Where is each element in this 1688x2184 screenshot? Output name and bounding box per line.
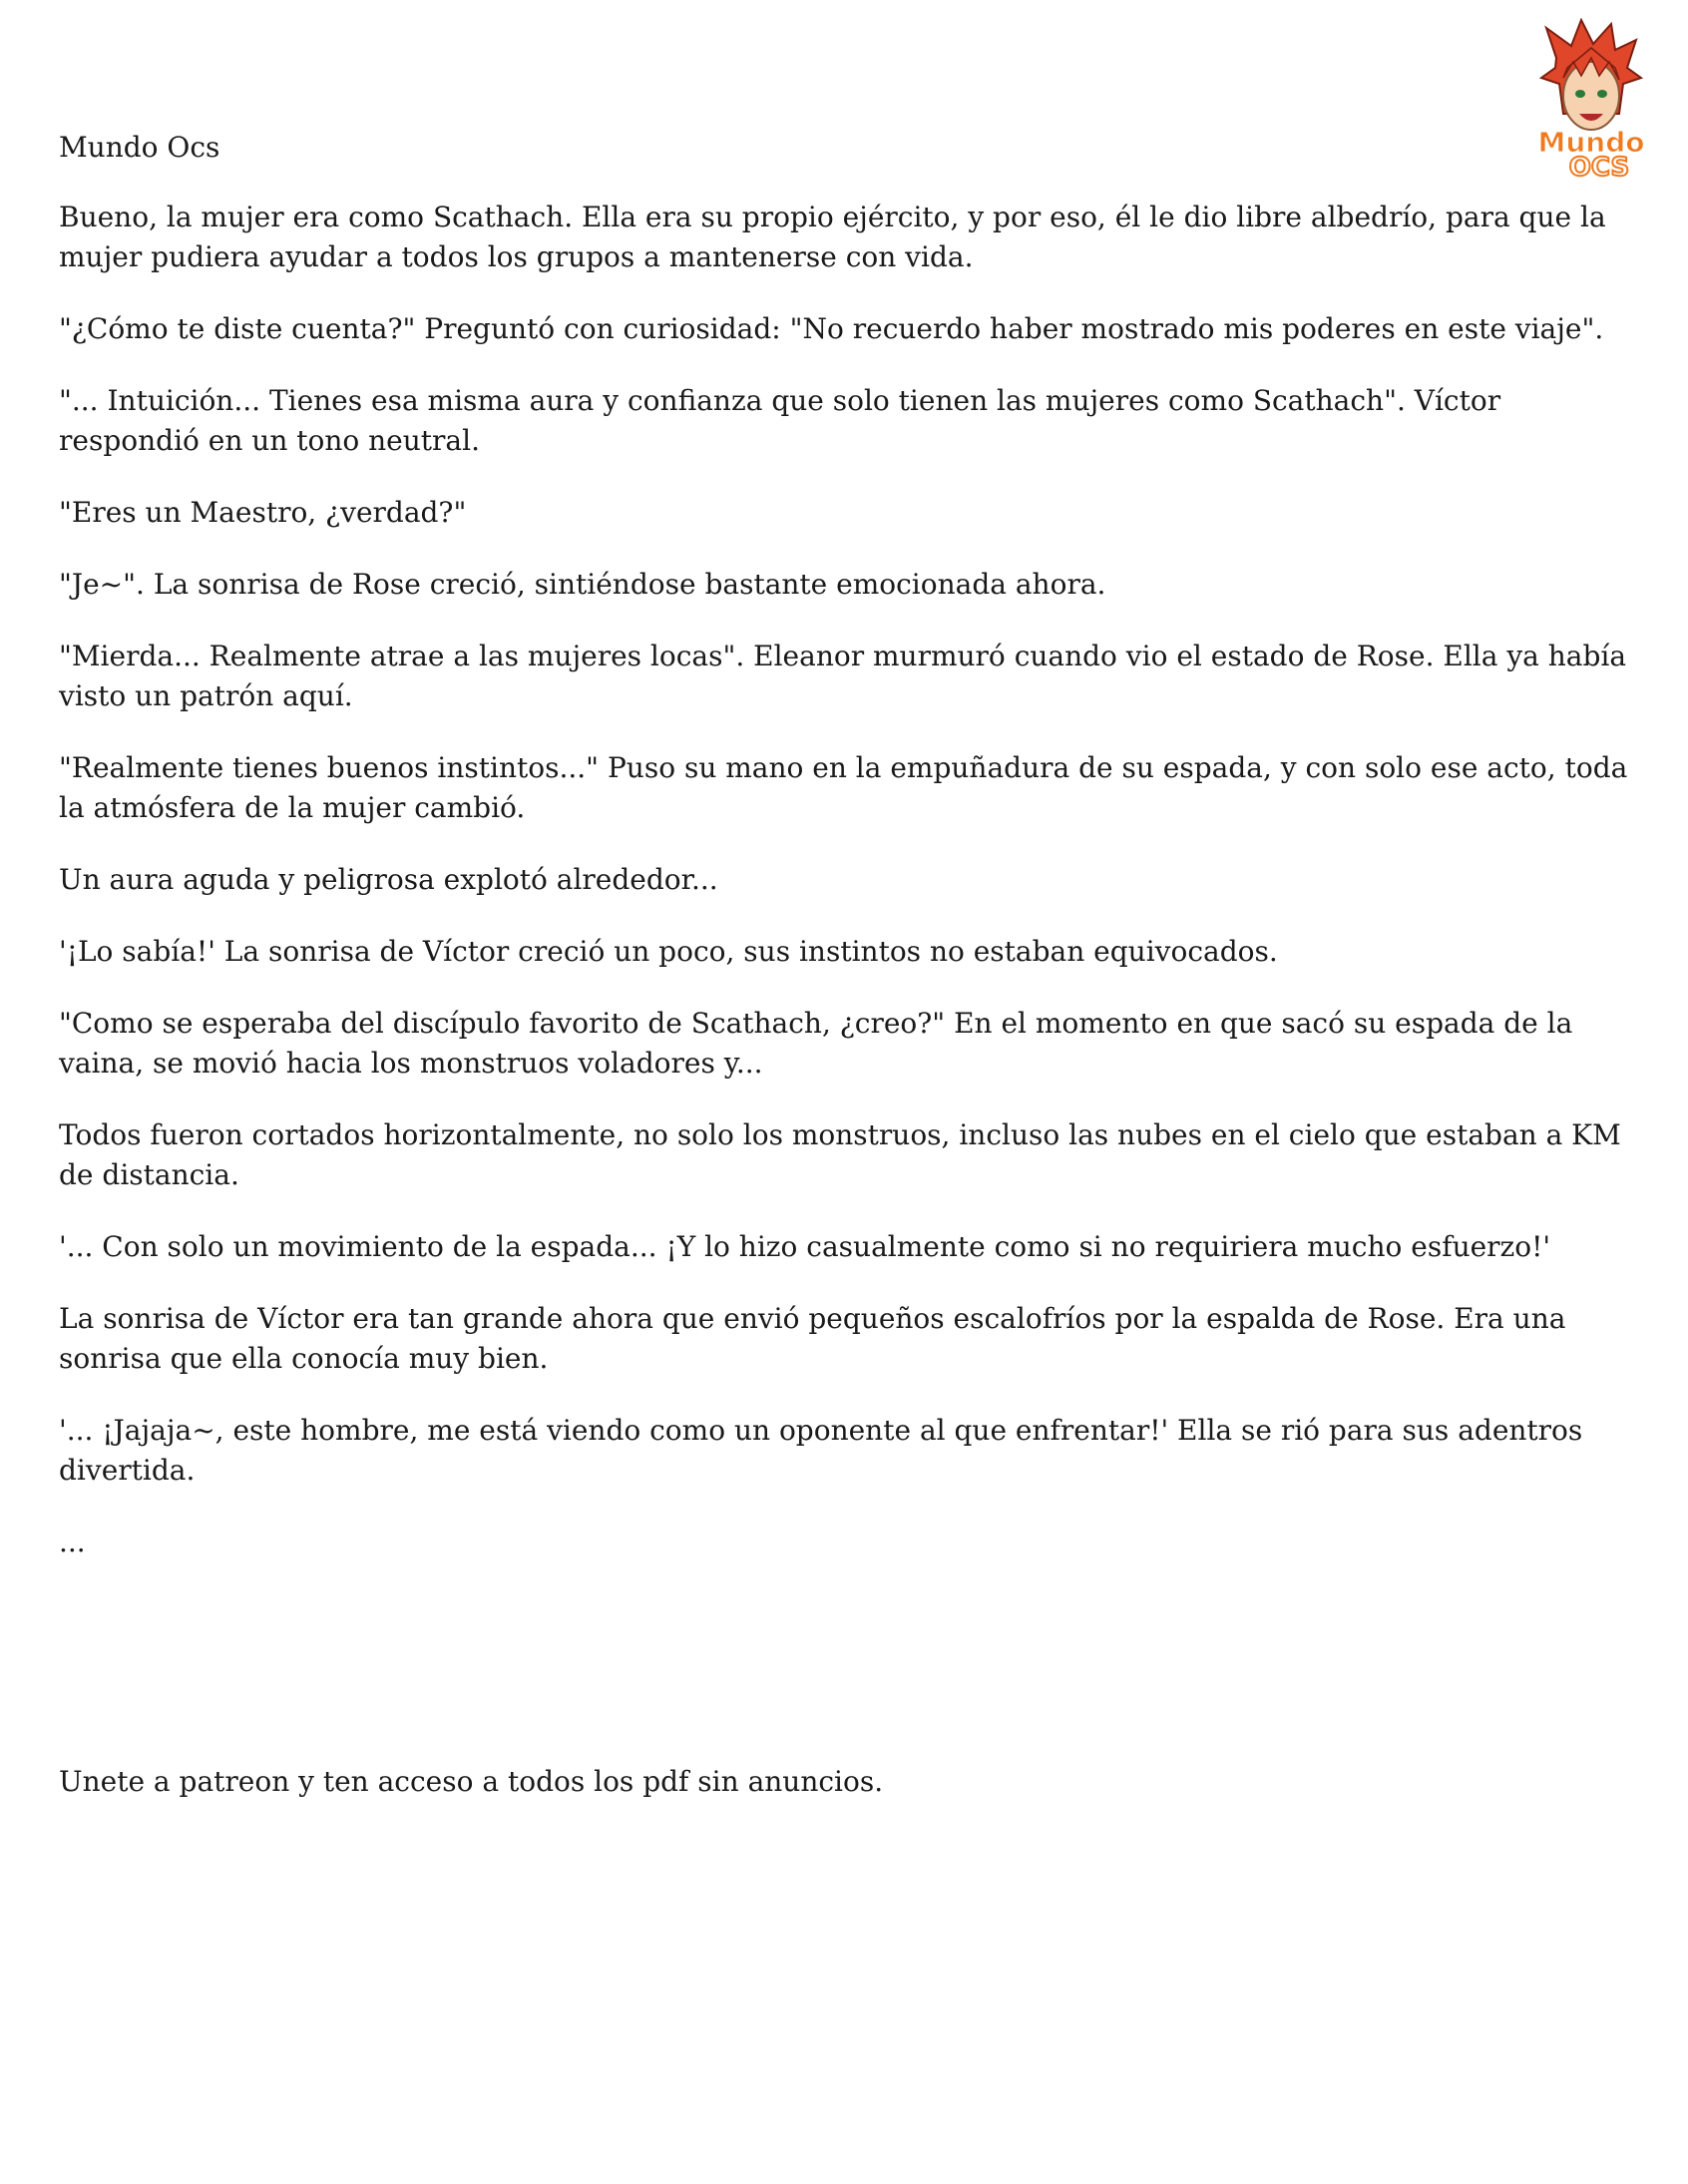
document-header-title: Mundo Ocs — [59, 131, 220, 164]
paragraph: "¿Cómo te diste cuenta?" Preguntó con curiosidad: "No recuerdo haber mostrado mis poderes en este viaje". — [59, 312, 1604, 345]
paragraph-ellipsis: ... — [59, 1526, 86, 1558]
paragraph: '¡Lo sabía!' La sonrisa de Víctor creció un poco, sus instintos no estaban equivocados. — [59, 935, 1278, 968]
paragraph: '... ¡Jajaja~, este hombre, me está viendo como un oponente al que enfrentar!' Ella se rió para sus adentros divertida. — [59, 1414, 1583, 1487]
paragraph: La sonrisa de Víctor era tan grande ahora que envió pequeños escalofríos por la espalda de Rose. Era una sonrisa que ella conocía muy bien. — [59, 1302, 1566, 1375]
paragraph: Todos fueron cortados horizontalmente, no solo los monstruos, incluso las nubes en el cielo que estaban a KM de distancia. — [59, 1118, 1621, 1191]
paragraph: Bueno, la mujer era como Scathach. Ella era su propio ejército, y por eso, él le dio libre albedrío, para que la mujer pudiera ayudar a todos los grupos a mantenerse con vida. — [59, 201, 1606, 273]
paragraph: "... Intuición... Tienes esa misma aura y confianza que solo tienen las mujeres como Scathach". Víctor respondió en un tono neutral. — [59, 384, 1501, 457]
patreon-note: Unete a patreon y ten acceso a todos los pdf sin anuncios. — [59, 1765, 884, 1798]
svg-text:OCS: OCS — [1568, 153, 1630, 178]
paragraph: "Realmente tienes buenos instintos..." Puso su mano en la empuñadura de su espada, y con solo ese acto, toda la atmósfera de la mujer cambió. — [59, 751, 1628, 824]
paragraph: "Eres un Maestro, ¿verdad?" — [59, 496, 467, 529]
paragraph: Un aura aguda y peligrosa explotó alrededor... — [59, 863, 718, 896]
svg-text:Mundo: Mundo — [1537, 126, 1645, 159]
paragraph: '... Con solo un movimiento de la espada... ¡Y lo hizo casualmente como si no requiriera mucho esfuerzo!' — [59, 1230, 1551, 1263]
paragraph: "Como se esperaba del discípulo favorito de Scathach, ¿creo?" En el momento en que sacó su espada de la vaina, se movió hacia los monstruos voladores y... — [59, 1007, 1573, 1080]
paragraph: "Mierda... Realmente atrae a las mujeres locas". Eleanor murmuró cuando vio el estado de Rose. Ella ya había visto un patrón aquí. — [59, 640, 1627, 712]
paragraph: "Je~". La sonrisa de Rose creció, sintiéndose bastante emocionada ahora. — [59, 568, 1106, 601]
document-body — [59, 128, 1635, 1594]
